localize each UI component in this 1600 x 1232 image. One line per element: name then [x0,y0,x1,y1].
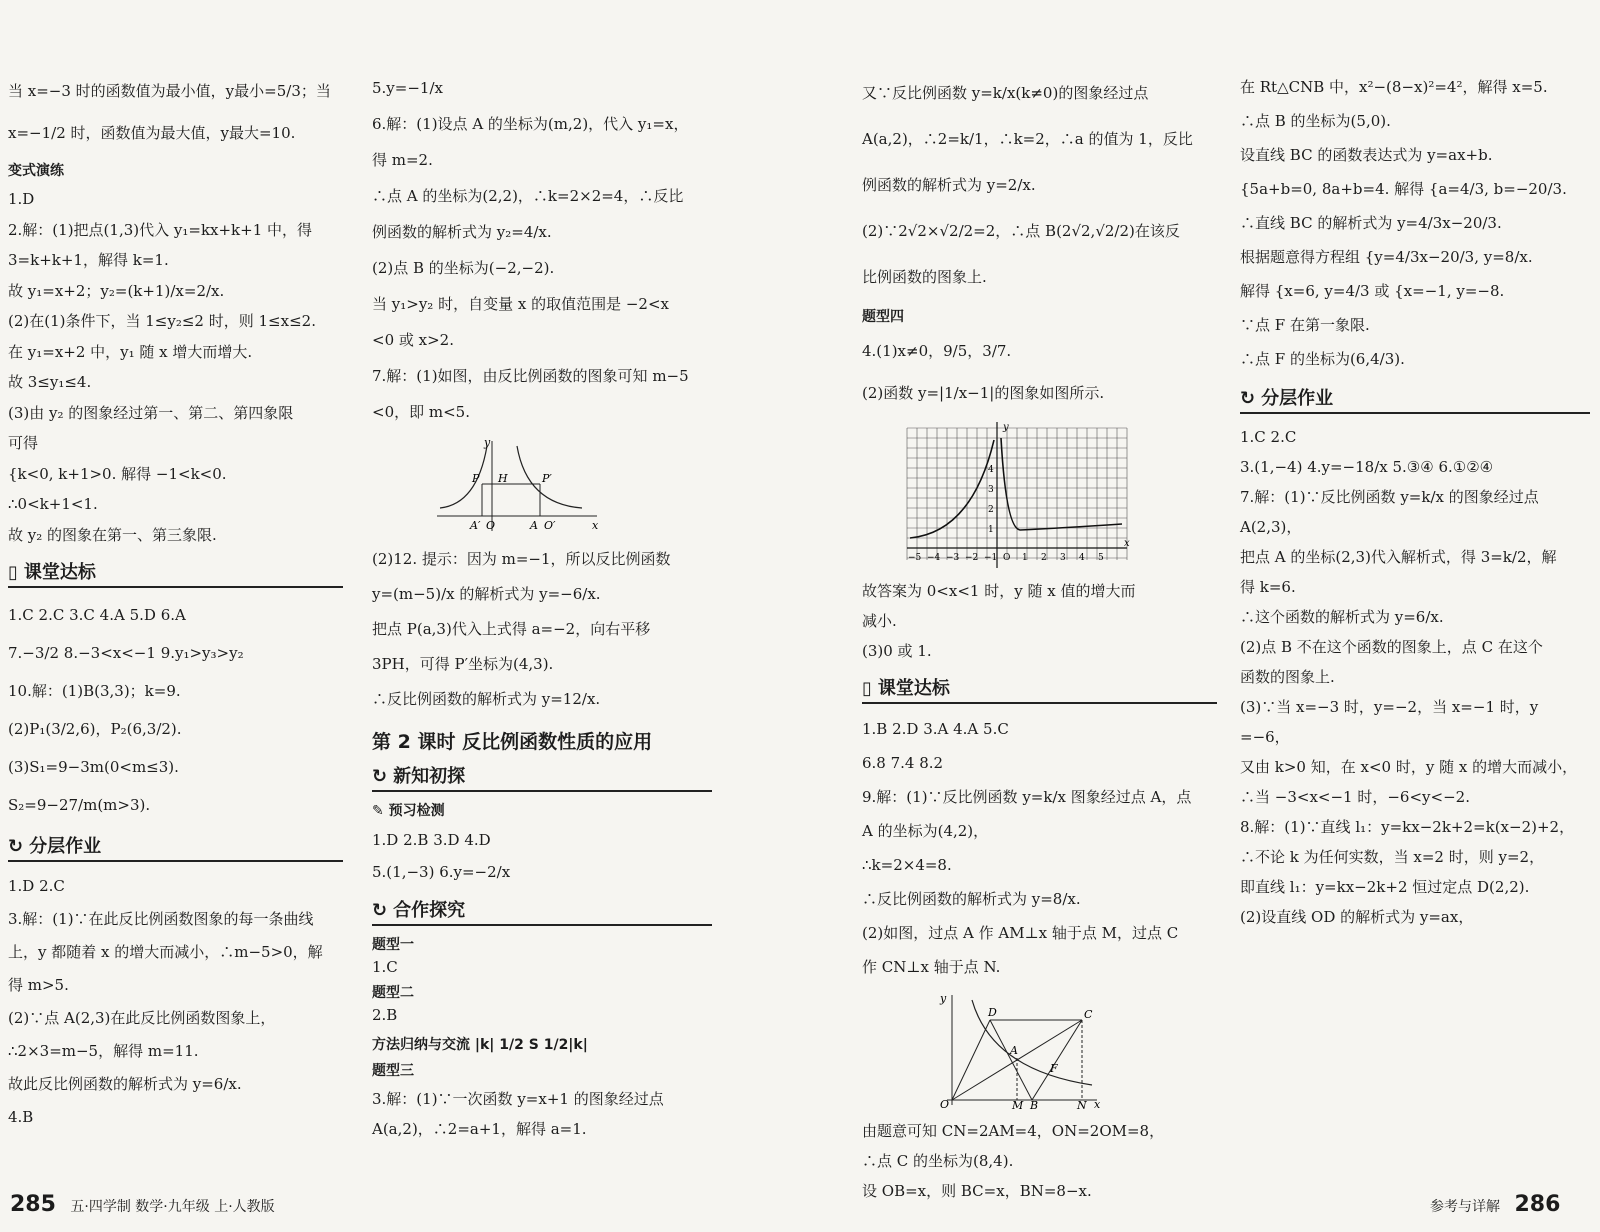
text-line: 故答案为 0<x<1 时，y 随 x 值的增大而 [862,582,1136,600]
figure-label: P′ [542,472,552,485]
y-tick-label: 3 [988,485,994,495]
text-line: 1.C 2.C 3.C 4.A 5.D 6.A [8,606,186,624]
text-line: S₂=9−27/m(m>3). [8,796,151,814]
x-tick-label: 5 [1098,553,1104,563]
subhead-type-4: 题型四 [862,309,904,325]
x-tick-label: 3 [1060,553,1066,563]
text-line: x=−1/2 时，函数值为最大值，y最大=10. [8,124,296,142]
text-line: 减小. [862,612,897,630]
text-line: (3)S₁=9−3m(0<m≤3). [8,758,179,776]
text-line: ∴直线 BC 的解析式为 y=4/3x−20/3. [1240,214,1502,232]
figure-label: M [1012,1099,1024,1110]
text-line: 又由 k>0 知，在 x<0 时，y 随 x 的增大而减小， [1240,758,1578,776]
pencil-icon: ✎ [372,803,389,819]
text-line: 1.D 2.B 3.D 4.D [372,831,491,849]
text-line: ∴当 −3<x<−1 时，−6<y<−2. [1240,788,1470,806]
text-line: (2)∵点 A(2,3)在此反比例函数图象上， [8,1009,276,1027]
text-line: ∴2×3=m−5，解得 m=11. [8,1042,199,1060]
text-line: 当 y₁>y₂ 时，自变量 x 的取值范围是 −2<x [372,295,669,313]
text-line: 当 x=−3 时的函数值为最小值，y最小=5/3；当 [8,82,331,100]
x-tick-label: −5 [908,553,922,563]
figure-label: A [1010,1044,1018,1057]
text-line: ∴点 F 的坐标为(6,4/3). [1240,350,1405,368]
text-line: ∴点 B 的坐标为(5,0). [1240,112,1391,130]
text-line: {5a+b=0, 8a+b=4. 解得 {a=4/3, b=−20/3. [1240,180,1567,198]
figure-label: y [940,992,947,1005]
text-line: 3.解：(1)∵一次函数 y=x+1 的图象经过点 [372,1090,664,1108]
section-classroom-check-2: ▯ 课堂达标 [862,674,1217,704]
column-3 [862,70,1217,1206]
x-tick-label: −3 [946,553,960,563]
y-tick-label: 2 [988,505,994,515]
text-line: 根据题意得方程组 {y=4/3x−20/3, y=8/x. [1240,248,1533,266]
text-line: 6.8 7.4 8.2 [862,754,944,772]
text-line: (2)点 B 不在这个函数的图象上，点 C 在这个 [1240,638,1543,656]
x-tick-label: −2 [965,553,979,563]
text-line: 9.解：(1)∵反比例函数 y=k/x 图象经过点 A，点 [862,788,1192,806]
figure-label: B [1030,1099,1039,1110]
text-line: 可得 [8,434,39,452]
text-line: (2)点 B 的坐标为(−2,−2). [372,259,555,277]
arrow-icon: ↻ [1240,388,1256,409]
text-line: (2)∵2√2×√2/2=2，∴点 B(2√2,√2/2)在该反 [862,222,1180,240]
x-tick-label: 1 [1022,553,1028,563]
figure-label: P [472,472,480,485]
arrow-icon: ↻ [8,836,24,857]
text-line: 函数的图象上. [1240,668,1335,686]
text-line: ∴k=2×4=8. [862,856,952,874]
text-line: A(2,3)， [1240,518,1302,536]
text-line: ∴0<k+1<1. [8,495,98,513]
text-line: 故 y₁=x+2；y₂=(k+1)/x=2/x. [8,281,225,300]
section-new-knowledge: ↻ 新知初探 [372,762,712,792]
text-line: 例函数的解析式为 y=2/x. [862,176,1036,194]
figure-hyperbola-translation [432,436,602,536]
column-2 [372,70,712,1144]
text-line: 把点 P(a,3)代入上式得 a=−2，向右平移 [372,620,651,638]
text-line: 设 OB=x，则 BC=x，BN=8−x. [862,1182,1092,1200]
text-line: 2.解：(1)把点(1,3)代入 y₁=kx+k+1 中，得 [8,220,313,239]
text-line: 4.B [8,1108,34,1126]
method-summary: 方法归纳与交流 |k| 1/2 S 1/2|k| [372,1037,588,1053]
text-line: 3PH，可得 P′坐标为(4,3). [372,655,554,673]
text-line: (2)在(1)条件下，当 1≤y₂≤2 时，则 1≤x≤2. [8,312,316,330]
text-line: 8.解：(1)∵直线 l₁：y=kx−2k+2=k(x−2)+2， [1240,818,1575,836]
text-line: (3)由 y₂ 的图象经过第一、第二、第四象限 [8,403,294,422]
text-line: (3)0 或 1. [862,642,932,660]
text-line: 在 Rt△CNB 中，x²−(8−x)²=4²，解得 x=5. [1240,78,1548,96]
text-line: 3=k+k+1，解得 k=1. [8,251,169,269]
text-line: (2)P₁(3/2,6)，P₂(6,3/2). [8,720,182,738]
text-line: A(a,2)，∴2=k/1，∴k=2，∴a 的值为 1，反比 [862,130,1193,148]
text-line: 上，y 都随着 x 的增大而减小，∴m−5>0，解 [8,943,323,961]
text-line: (2)函数 y=|1/x−1|的图象如图所示. [862,384,1105,402]
axis-label: x [1124,538,1130,549]
text-line: ∴不论 k 为任何实数，当 x=2 时，则 y=2， [1240,848,1545,866]
text-line: 又∵反比例函数 y=k/x(k≠0)的图象经过点 [862,84,1149,102]
text-line: 解得 {x=6, y=4/3 或 {x=−1, y=−8. [1240,282,1505,300]
text-line: 7.−3/2 8.−3<x<−1 9.y₁>y₃>y₂ [8,644,244,662]
x-tick-label: O [1003,553,1011,563]
text-line: (2)12. 提示：因为 m=−1，所以反比例函数 [372,550,671,568]
footer-left [10,1192,275,1217]
book-title: 五·四学制 数学·九年级 上·人教版 [70,1199,275,1215]
answer-line: 1.C [372,958,398,976]
text-line: A 的坐标为(4,2)， [862,822,989,840]
text-line: 作 CN⊥x 轴于点 N. [862,958,1001,976]
figure-label: x [592,519,599,532]
section-layered-homework-2: ↻ 分层作业 [1240,384,1590,414]
footer-caption: 参考与详解 [1430,1199,1500,1215]
figure-label: D [988,1006,997,1019]
text-line: =−6， [1240,728,1290,746]
text-line: 得 m>5. [8,976,69,994]
text-line: 3.(1,−4) 4.y=−18/x 5.③④ 6.①②④ [1240,458,1494,476]
text-line: 得 m=2. [372,151,433,169]
text-line: 7.解：(1)∵反比例函数 y=k/x 的图象经过点 [1240,488,1539,506]
text-line: <0，即 m<5. [372,403,470,421]
section-classroom-check: ▯ 课堂达标 [8,558,343,588]
text-line: 3.解：(1)∵在此反比例函数图象的每一条曲线 [8,910,314,928]
figure-label: A [530,519,538,532]
section-cooperative-inquiry: ↻ 合作探究 [372,896,712,926]
x-tick-label: −4 [927,553,941,563]
figure-label: x [1094,1098,1101,1110]
text-line: 5.(1,−3) 6.y=−2/x [372,863,511,881]
figure-label: H [498,472,508,485]
text-line: ∴反比例函数的解析式为 y=8/x. [862,890,1081,908]
text-line: ∴反比例函数的解析式为 y=12/x. [372,690,601,708]
subhead-type-3: 题型三 [372,1063,414,1079]
text-line: ∴这个函数的解析式为 y=6/x. [1240,608,1444,626]
text-line: ∴点 C 的坐标为(8,4). [862,1152,1014,1170]
text-line: 1.D 2.C [8,877,65,895]
text-line: 1.D [8,190,35,208]
subhead-preview-check: ✎ 预习检测 [372,803,445,819]
y-tick-label: 1 [988,525,994,535]
lesson-title: 第 2 课时 反比例函数性质的应用 [372,731,653,753]
figure-label: O [940,1098,950,1110]
subhead-type-1: 题型一 [372,937,414,953]
page-number-left: 285 [10,1192,56,1217]
column-4 [1240,70,1590,932]
figure-label: C [1084,1008,1093,1021]
text-line: 故 3≤y₁≤4. [8,373,92,391]
text-line: 故此反比例函数的解析式为 y=6/x. [8,1075,242,1093]
arrow-icon: ↻ [372,900,388,921]
text-line: 得 k=6. [1240,578,1296,596]
figure-label: O′ [544,519,556,532]
text-line: 4.(1)x≠0，9/5，3/7. [862,342,1012,360]
answer-line: 2.B [372,1006,398,1024]
text-line: 在 y₁=x+2 中，y₁ 随 x 增大而增大. [8,342,253,361]
subhead-type-2: 题型二 [372,985,414,1001]
text-line: 1.B 2.D 3.A 4.A 5.C [862,720,1009,738]
page-number-right: 286 [1514,1192,1561,1217]
x-tick-label: 2 [1041,553,1047,563]
text-line: 故 y₂ 的图象在第一、第三象限. [8,525,217,544]
figure-grid-function [902,420,1132,570]
text-line: ∴点 A 的坐标为(2,2)，∴k=2×2=4，∴反比 [372,187,684,205]
text-line: (3)∵当 x=−3 时，y=−2，当 x=−1 时，y [1240,698,1539,716]
text-line: A(a,2)，∴2=a+1，解得 a=1. [372,1120,587,1138]
text-line: 例函数的解析式为 y₂=4/x. [372,223,552,241]
text-line: (2)如图，过点 A 作 AM⊥x 轴于点 M，过点 C [862,924,1179,942]
column-1 [8,70,343,1134]
text-line: 比例函数的图象上. [862,268,987,286]
subhead-variant-practice: 变式演练 [8,163,64,179]
text-line: <0 或 x>2. [372,331,454,349]
text-line: {k<0, k+1>0. 解得 −1<k<0. [8,464,227,483]
text-line: (2)设直线 OD 的解析式为 y=ax， [1240,908,1474,926]
text-line: 设直线 BC 的函数表达式为 y=ax+b. [1240,146,1493,164]
text-line: 即直线 l₁：y=kx−2k+2 恒过定点 D(2,2). [1240,878,1530,896]
section-layered-homework: ↻ 分层作业 [8,832,343,862]
text-line: y=(m−5)/x 的解析式为 y=−6/x. [372,585,601,603]
axis-label: y [1003,422,1009,433]
figure-label: A′ [470,519,481,532]
x-tick-label: 4 [1079,553,1085,563]
figure-geometry [932,990,1102,1110]
book-icon: ▯ [862,678,872,699]
figure-label: N [1077,1099,1087,1110]
x-tick-label: −1 [984,553,998,563]
text-line: 由题意可知 CN=2AM=4，ON=2OM=8， [862,1122,1165,1140]
book-icon: ▯ [8,562,18,583]
text-line: 7.解：(1)如图，由反比例函数的图象可知 m−5 [372,367,689,385]
text-line: 把点 A 的坐标(2,3)代入解析式，得 3=k/2，解 [1240,548,1557,566]
text-line: ∵点 F 在第一象限. [1240,316,1370,334]
y-tick-label: 4 [988,465,994,475]
figure-label: y [484,436,491,449]
arrow-icon: ↻ [372,766,388,787]
figure-label: O [486,519,496,532]
text-line: 10.解：(1)B(3,3)；k=9. [8,682,181,700]
text-line: 6.解：(1)设点 A 的坐标为(m,2)，代入 y₁=x， [372,115,689,133]
text-line: 1.C 2.C [1240,428,1297,446]
text-line: 5.y=−1/x [372,79,443,97]
figure-label: F [1050,1062,1058,1075]
footer-right [1430,1192,1560,1217]
